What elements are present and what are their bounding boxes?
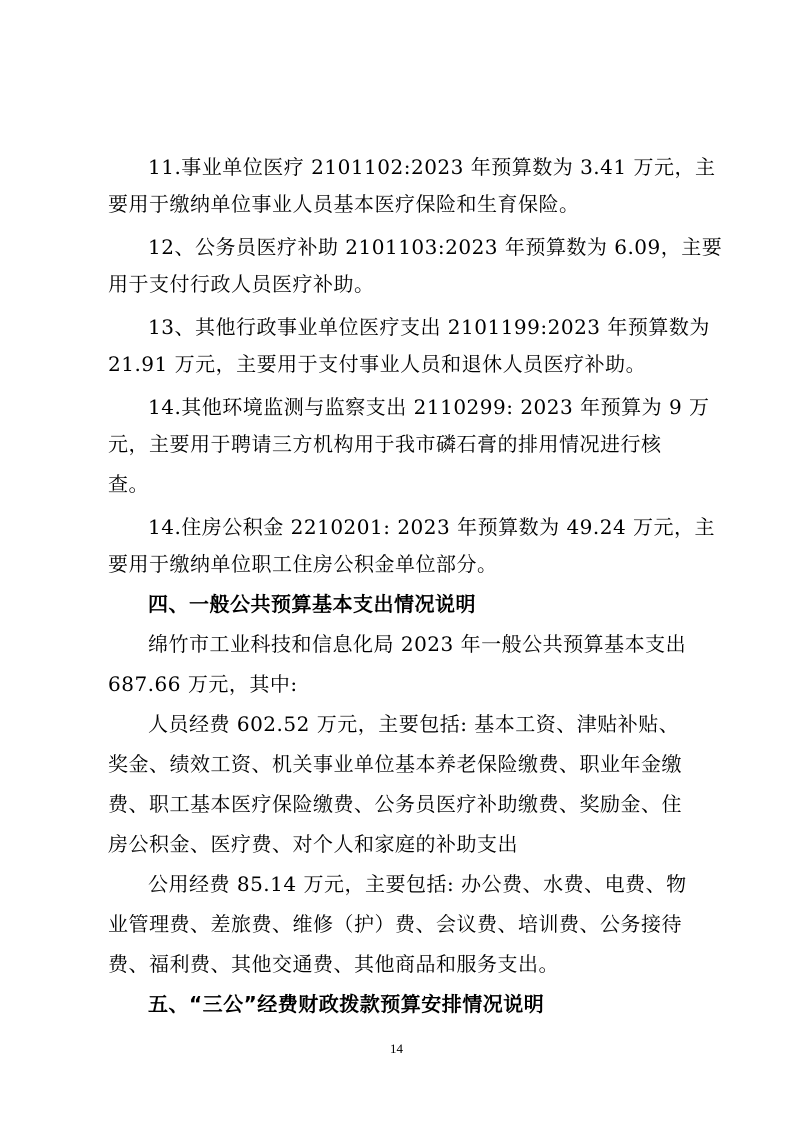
section-heading-5: 五、“三公”经费财政拨款预算安排情况说明 bbox=[148, 992, 545, 1016]
text-line-21: 费、福利费、其他交通费、其他商品和服务支出。 bbox=[108, 952, 559, 976]
text-line-7: 14.其他环境监测与监察支出 2110299: 2023 年预算为 9 万 bbox=[148, 395, 710, 419]
text-line-10: 14.住房公积金 2210201: 2023 年预算数为 49.24 万元，主 bbox=[148, 515, 716, 539]
text-line-9: 查。 bbox=[108, 472, 149, 496]
text-line-11: 要用于缴纳单位职工住房公积金单位部分。 bbox=[108, 552, 498, 576]
page-number: 14 bbox=[390, 1041, 403, 1056]
text-line-19: 公用经费 85.14 万元，主要包括: 办公费、水费、电费、物 bbox=[148, 872, 687, 896]
text-line-14: 687.66 万元，其中: bbox=[108, 672, 298, 696]
text-line-2: 要用于缴纳单位事业人员基本医疗保险和生育保险。 bbox=[108, 192, 580, 216]
text-line-8: 元，主要用于聘请三方机构用于我市磷石膏的排用情况进行核 bbox=[108, 432, 662, 456]
text-line-4: 用于支付行政人员医疗补助。 bbox=[108, 272, 375, 296]
text-line-5: 13、其他行政事业单位医疗支出 2101199:2023 年预算数为 bbox=[148, 315, 710, 339]
text-line-1: 11.事业单位医疗 2101102:2023 年预算数为 3.41 万元，主 bbox=[148, 155, 716, 179]
text-line-18: 房公积金、医疗费、对个人和家庭的补助支出 bbox=[108, 832, 518, 856]
text-line-20: 业管理费、差旅费、维修（护）费、会议费、培训费、公务接待 bbox=[108, 912, 682, 936]
text-line-17: 费、职工基本医疗保险缴费、公务员医疗补助缴费、奖励金、住 bbox=[108, 792, 682, 816]
text-line-15: 人员经费 602.52 万元，主要包括: 基本工资、津贴补贴、 bbox=[148, 712, 680, 736]
text-line-13: 绵竹市工业科技和信息化局 2023 年一般公共预算基本支出 bbox=[148, 632, 687, 656]
section-heading-4: 四、一般公共预算基本支出情况说明 bbox=[148, 592, 476, 616]
text-line-3: 12、公务员医疗补助 2101103:2023 年预算数为 6.09，主要 bbox=[148, 235, 723, 259]
text-line-16: 奖金、绩效工资、机关事业单位基本养老保险缴费、职业年金缴 bbox=[108, 752, 682, 776]
text-line-6: 21.91 万元，主要用于支付事业人员和退休人员医疗补助。 bbox=[108, 352, 647, 376]
